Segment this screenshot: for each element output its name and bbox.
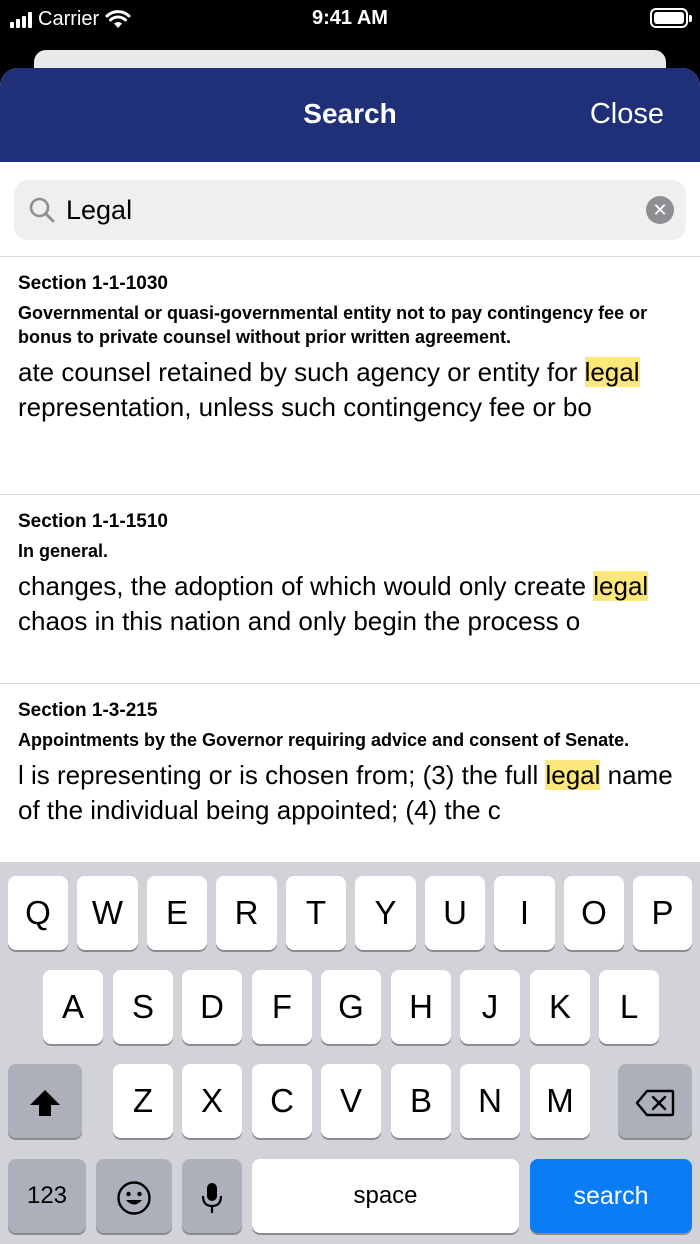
search-highlight: legal	[545, 760, 601, 790]
divider	[0, 494, 700, 495]
key-t[interactable]: T	[286, 876, 346, 950]
key-f[interactable]: F	[252, 970, 312, 1044]
snippet-text: chaos in this nation and only begin the process o	[18, 606, 581, 636]
search-field[interactable]	[14, 180, 686, 240]
key-l[interactable]: L	[599, 970, 659, 1044]
result-snippet	[18, 355, 688, 425]
result-section-number: Section 1-1-1030	[18, 273, 168, 294]
search-key[interactable]: search	[530, 1159, 692, 1233]
divider	[0, 683, 700, 684]
nav-bar	[0, 68, 700, 162]
numbers-key[interactable]: 123	[8, 1159, 86, 1233]
key-q[interactable]: Q	[8, 876, 68, 950]
key-g[interactable]: G	[321, 970, 381, 1044]
result-title: Governmental or quasi-governmental entity not to pay contingency fee or bonus to private counsel without prior written agreement.	[18, 303, 648, 347]
snippet-text: l is representing or is chosen from; (3) the full	[18, 760, 546, 790]
space-key[interactable]: space	[252, 1159, 519, 1233]
battery-icon	[650, 8, 688, 28]
key-y[interactable]: Y	[355, 876, 416, 950]
microphone-icon	[201, 1181, 223, 1215]
snippet-text: representation, unless such contingency fee or bo	[18, 392, 592, 422]
key-u[interactable]: U	[425, 876, 485, 950]
result-snippet	[18, 758, 688, 828]
key-o[interactable]: O	[564, 876, 624, 950]
key-e[interactable]: E	[147, 876, 207, 950]
key-v[interactable]: V	[321, 1064, 381, 1138]
result-item[interactable]	[18, 700, 688, 828]
emoji-icon	[116, 1180, 152, 1216]
snippet-text: changes, the adoption of which would only create	[18, 571, 594, 601]
key-x[interactable]: X	[182, 1064, 242, 1138]
key-j[interactable]: J	[460, 970, 520, 1044]
result-section-number: Section 1-1-1510	[18, 511, 168, 532]
snippet-text: name of the individual being appointed; (4) the c	[18, 760, 673, 825]
divider	[0, 256, 700, 257]
emoji-key[interactable]	[96, 1159, 172, 1233]
search-input[interactable]: Legal	[66, 195, 133, 225]
clear-search-icon[interactable]: ✕	[646, 196, 674, 224]
result-item[interactable]	[18, 511, 688, 639]
key-a[interactable]: A	[43, 970, 103, 1044]
result-snippet	[18, 569, 688, 639]
result-item[interactable]	[18, 273, 688, 425]
nav-title: Search	[303, 98, 397, 129]
search-icon	[28, 196, 56, 224]
keyboard	[0, 862, 700, 1244]
key-h[interactable]: H	[391, 970, 451, 1044]
shift-key[interactable]	[8, 1064, 82, 1138]
key-k[interactable]: K	[530, 970, 590, 1044]
shift-arrow-icon	[28, 1088, 62, 1118]
key-c[interactable]: C	[252, 1064, 312, 1138]
key-z[interactable]: Z	[113, 1064, 173, 1138]
result-title: In general.	[18, 541, 109, 561]
key-n[interactable]: N	[460, 1064, 520, 1138]
key-m[interactable]: M	[530, 1064, 590, 1138]
key-r[interactable]: R	[216, 876, 277, 950]
key-b[interactable]: B	[391, 1064, 451, 1138]
key-w[interactable]: W	[77, 876, 138, 950]
search-highlight: legal	[584, 357, 640, 387]
search-highlight: legal	[593, 571, 649, 601]
key-p[interactable]: P	[633, 876, 692, 950]
status-time: 9:41 AM	[312, 7, 388, 29]
close-button[interactable]: Close	[589, 98, 664, 130]
backspace-icon	[635, 1089, 675, 1117]
status-bar	[0, 0, 700, 40]
delete-key[interactable]	[618, 1064, 692, 1138]
snippet-text: ate counsel retained by such agency or entity for	[18, 357, 585, 387]
dictation-key[interactable]	[182, 1159, 242, 1233]
key-i[interactable]: I	[494, 876, 555, 950]
key-s[interactable]: S	[113, 970, 173, 1044]
carrier-name: Carrier	[38, 8, 100, 30]
result-title: Appointments by the Governor requiring advice and consent of Senate.	[18, 730, 630, 750]
key-d[interactable]: D	[182, 970, 242, 1044]
result-section-number: Section 1-3-215	[18, 700, 158, 721]
